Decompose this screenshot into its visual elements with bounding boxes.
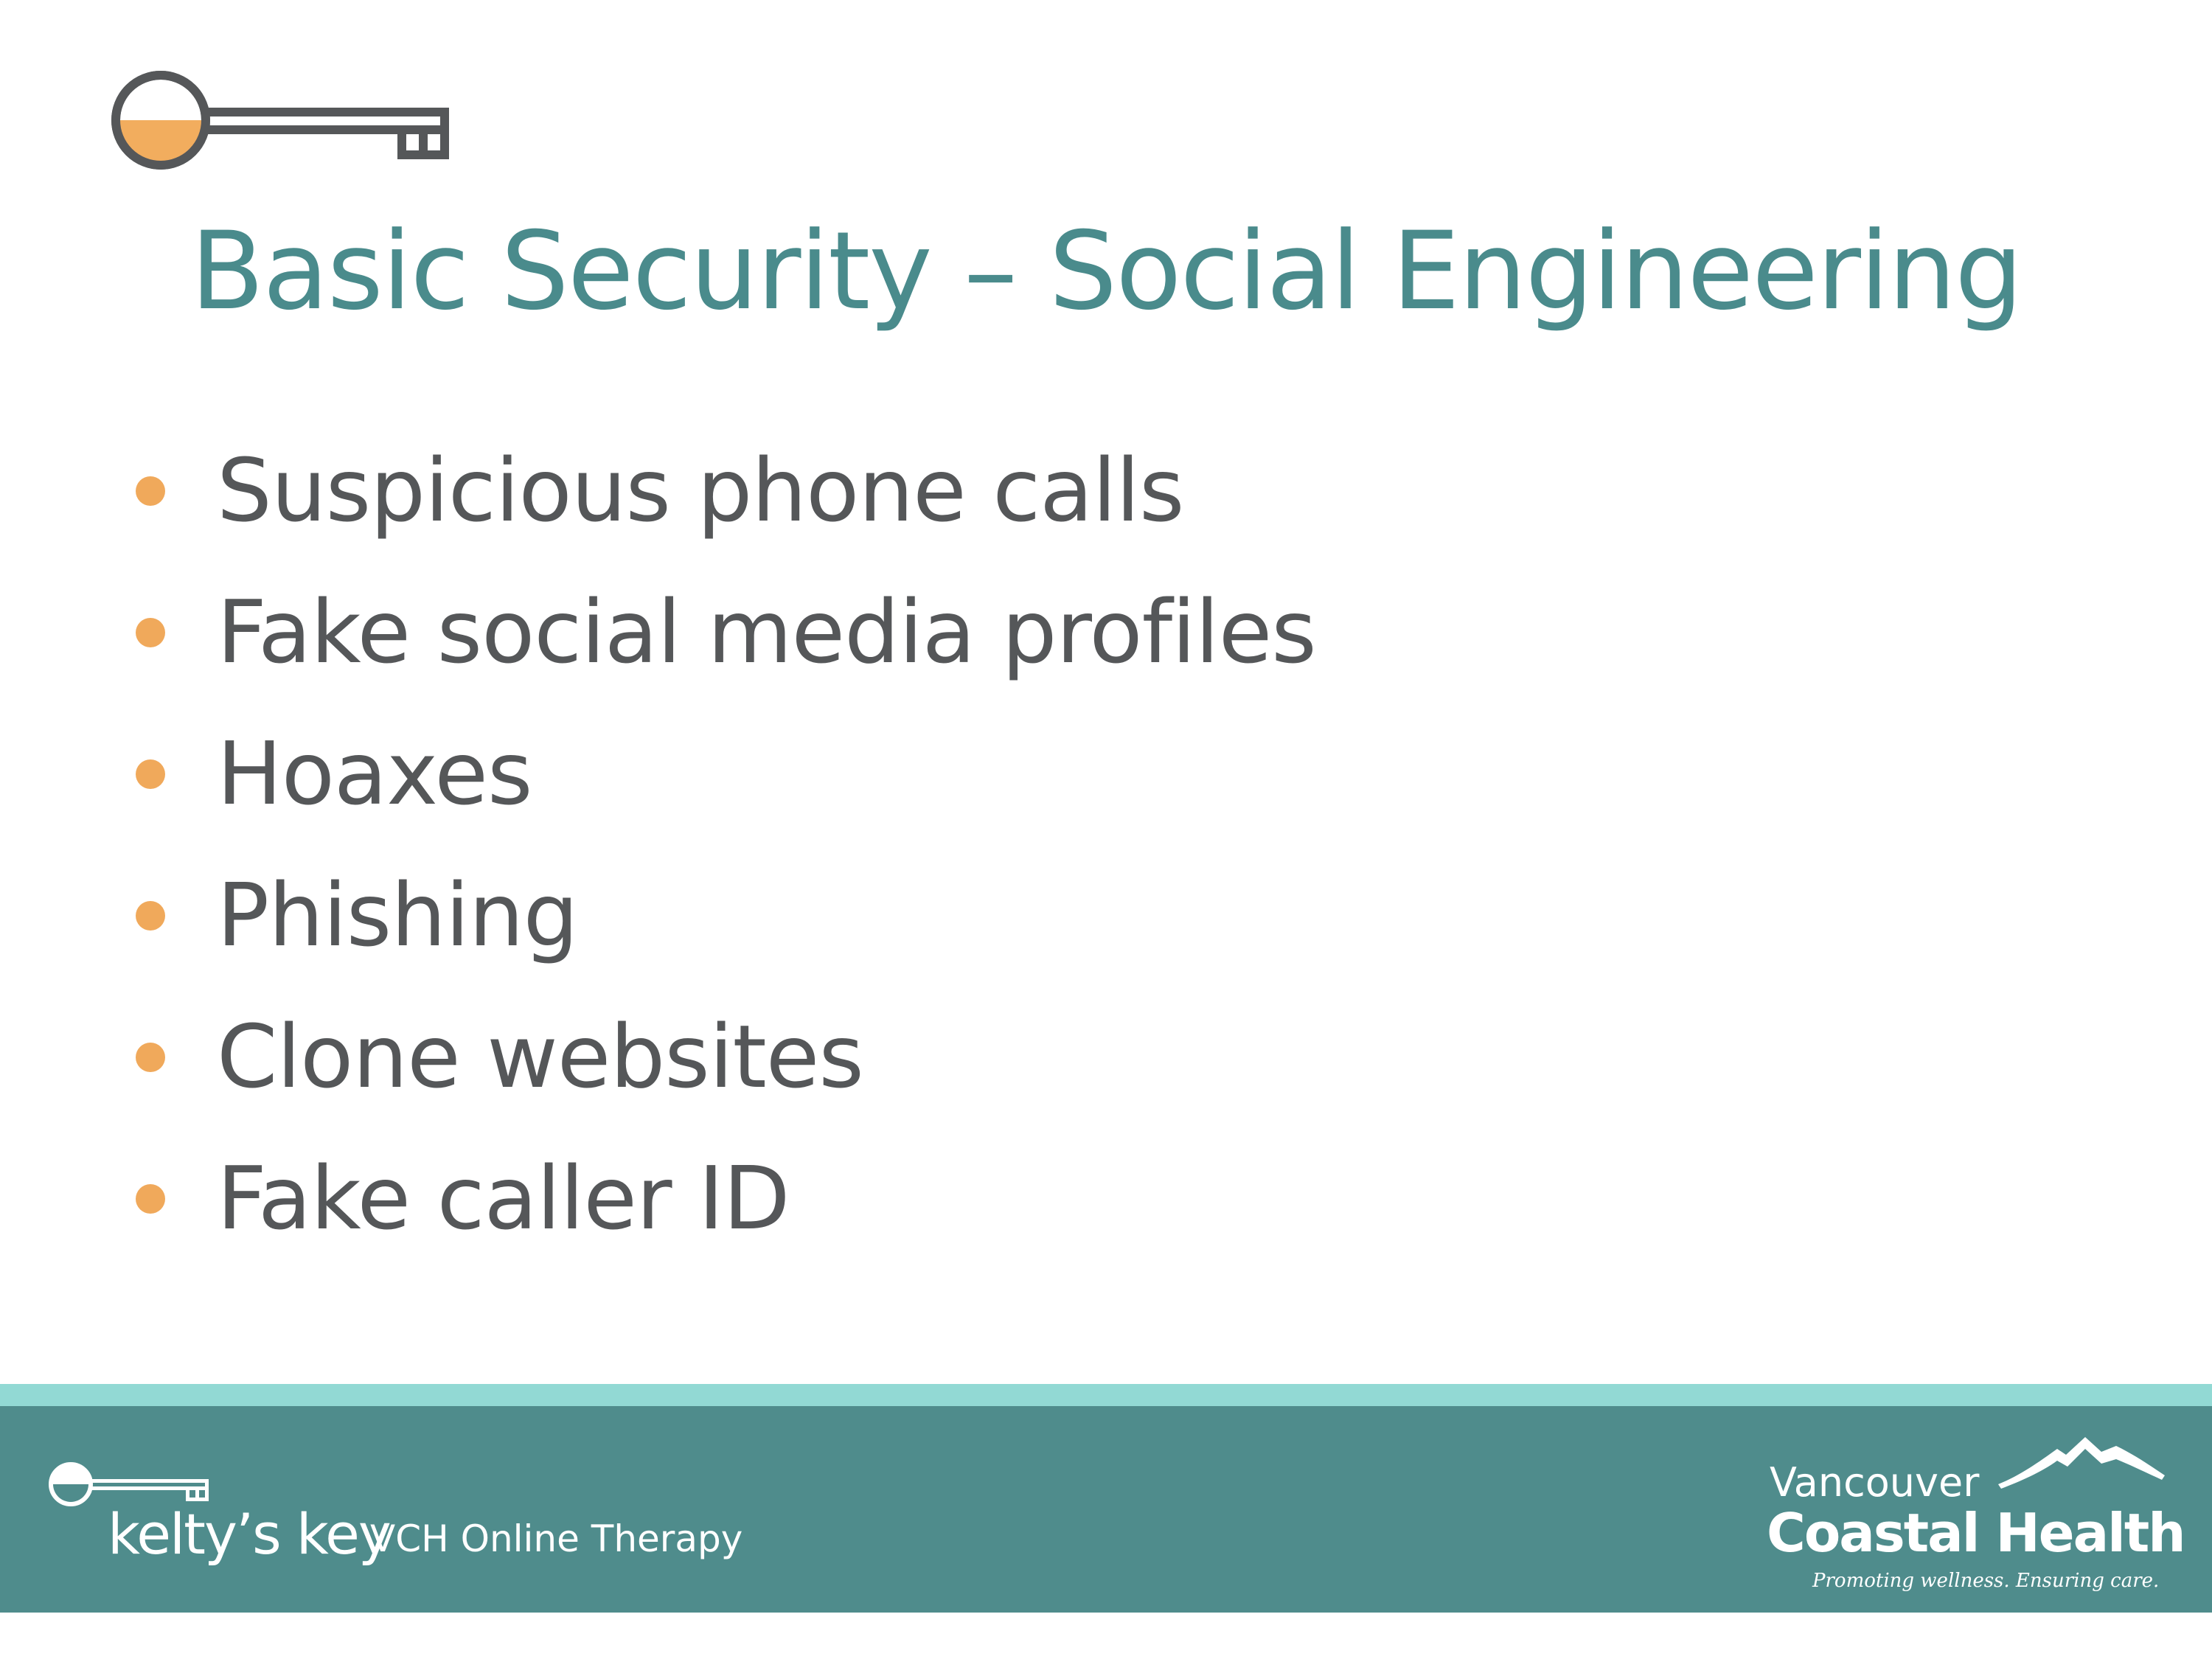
bullet-dot-icon — [136, 618, 165, 647]
list-item — [0, 581, 2212, 726]
bullet-dot-icon — [136, 901, 165, 931]
footer-stripe — [0, 1384, 2212, 1406]
partner-logo — [1755, 1433, 2185, 1595]
bullet-dot-icon — [136, 1043, 165, 1072]
brand-logo — [44, 1459, 782, 1592]
bullet-dot-icon — [136, 476, 165, 506]
bullet-dot-icon — [136, 1184, 165, 1214]
partner-name-line1: Vancouver — [1770, 1459, 1980, 1506]
bullet-text: Hoaxes — [217, 723, 532, 824]
bullet-text: Suspicious phone calls — [217, 439, 1184, 541]
brand-name: kelty’s key — [108, 1501, 390, 1567]
footer-bottom-margin — [0, 1613, 2212, 1659]
list-item — [0, 439, 2212, 584]
list-item — [0, 723, 2212, 867]
mountain-icon — [1998, 1433, 2168, 1492]
list-item — [0, 864, 2212, 1009]
footer — [0, 1406, 2212, 1613]
bullet-text: Clone websites — [217, 1006, 863, 1107]
bullet-list — [0, 439, 2212, 1292]
slide-title: Basic Security – Social Engineering — [190, 209, 2022, 334]
key-icon — [108, 65, 462, 175]
bullet-dot-icon — [136, 759, 165, 789]
brand-subtitle: VCH Online Therapy — [370, 1517, 743, 1560]
bullet-text: Fake caller ID — [217, 1147, 790, 1249]
partner-name-line2: Coastal Health — [1767, 1502, 2185, 1564]
partner-tagline: Promoting wellness. Ensuring care. — [1812, 1570, 2160, 1592]
bullet-text: Phishing — [217, 864, 578, 966]
bullet-text: Fake social media profiles — [217, 581, 1316, 683]
list-item — [0, 1147, 2212, 1292]
list-item — [0, 1006, 2212, 1150]
